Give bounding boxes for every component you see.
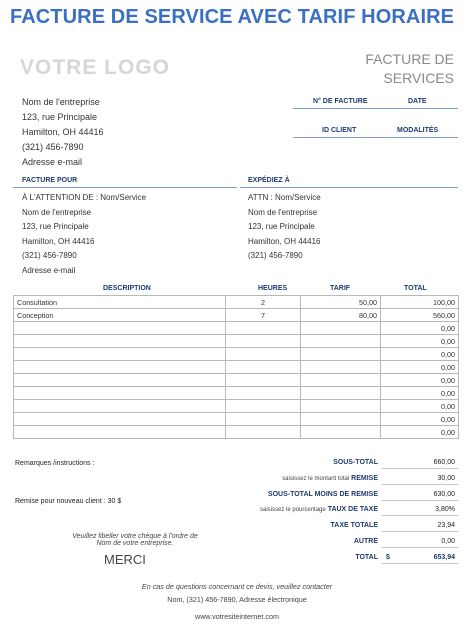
ship-to-heading: EXPÉDIEZ À [248, 177, 290, 184]
summary-subtotal-less-row [249, 488, 458, 502]
total-label: TOTAL [355, 554, 378, 561]
table-row [14, 413, 459, 426]
table-row [14, 361, 459, 374]
summary-tax-rate-row [249, 503, 458, 517]
table-row [14, 348, 459, 361]
bill-to-phone: (321) 456-7890 [22, 251, 77, 260]
item-rate [301, 361, 381, 374]
footer-website[interactable]: www.votresiteinternet.com [195, 612, 279, 621]
bill-to-address: 123, rue Principale [22, 222, 89, 231]
item-total: 0,00 [381, 400, 459, 413]
logo-placeholder: VOTRE LOGO [20, 56, 171, 79]
ship-to-attn: ATTN : Nom/Service [248, 193, 321, 202]
summary-subtotal-row [249, 456, 458, 470]
table-row [14, 335, 459, 348]
bill-to-attn: À L'ATTENTION DE : Nom/Service [22, 193, 147, 202]
item-description: Conception [14, 309, 226, 322]
tax-rate-label-group [260, 506, 378, 513]
item-total: 0,00 [381, 387, 459, 400]
ship-to-city: Hamilton, OH 44416 [248, 236, 321, 246]
other-value: 0,00 [382, 535, 458, 548]
total-value-cell [382, 551, 458, 564]
discount-prefix: saisissez le montant total [282, 476, 350, 482]
item-rate [301, 322, 381, 335]
discount-note: Remise pour nouveau client : 30 $ [15, 498, 122, 505]
ship-to-divider [240, 187, 458, 188]
total-tax-value: 23,94 [382, 519, 458, 532]
subtotal-less-label: SOUS-TOTAL MOINS DE REMISE [267, 491, 378, 498]
item-rate [301, 374, 381, 387]
item-hours [226, 387, 301, 400]
item-rate: 50,00 [301, 296, 381, 309]
cheque-instruction [40, 533, 230, 547]
modalities-label: MODALITÉS [397, 127, 439, 134]
doc-type-line1: FACTURE DE [365, 51, 454, 67]
item-rate [301, 348, 381, 361]
item-hours [226, 361, 301, 374]
tax-rate-value: 3,80% [382, 503, 458, 516]
item-rate [301, 335, 381, 348]
ship-to-address: 123, rue Principale [248, 222, 315, 231]
subtotal-label: SOUS-TOTAL [333, 459, 378, 466]
item-rate [301, 400, 381, 413]
client-id-label: ID CLIENT [322, 127, 357, 134]
table-row [14, 426, 459, 439]
item-rate [301, 413, 381, 426]
item-total: 0,00 [381, 361, 459, 374]
item-total: 0,00 [381, 322, 459, 335]
ship-to-name: Nom de l'entreprise [248, 207, 318, 217]
discount-label-group [282, 475, 378, 482]
company-address: 123, rue Principale [22, 112, 98, 122]
item-description [14, 322, 226, 335]
col-total-header: TOTAL [404, 285, 427, 292]
table-row [14, 400, 459, 413]
subtotal-value: 660,00 [382, 456, 458, 469]
summary-discount-row [249, 472, 458, 486]
item-description [14, 413, 226, 426]
item-hours [226, 400, 301, 413]
summary-total-tax-row [249, 519, 458, 533]
total-value: 653,94 [433, 554, 455, 561]
item-total: 0,00 [381, 426, 459, 439]
item-description [14, 400, 226, 413]
item-rate: 80,00 [301, 309, 381, 322]
footer-contact-line: En cas de questions concernant ce devis, veuillez contacter [141, 582, 333, 591]
item-description [14, 361, 226, 374]
bill-to-block [22, 191, 146, 278]
item-description [14, 348, 226, 361]
company-email: Adresse e-mail [22, 157, 83, 167]
item-total: 560,00 [381, 309, 459, 322]
item-description [14, 335, 226, 348]
summary-total-row [249, 551, 458, 565]
date-label: DATE [408, 98, 427, 105]
item-rate [301, 387, 381, 400]
bill-to-email: Adresse e-mail [22, 265, 76, 275]
table-row [14, 309, 459, 322]
item-total: 0,00 [381, 413, 459, 426]
ship-to-block [248, 191, 321, 264]
item-description: Consultation [14, 296, 226, 309]
currency-symbol: $ [386, 554, 390, 561]
cheque-line1: Veuillez libeller votre chèque à l'ordre de [72, 533, 198, 540]
item-hours [226, 322, 301, 335]
invoice-number-label: N° DE FACTURE [313, 98, 368, 105]
company-block [22, 95, 104, 170]
col-rate-header: TARIF [330, 285, 351, 292]
remarks-label: Remarques /instructions : [15, 460, 95, 467]
discount-label: REMISE [351, 475, 378, 482]
meta-divider-1 [293, 108, 458, 109]
ship-to-phone: (321) 456-7890 [248, 251, 303, 260]
company-phone: (321) 456-7890 [22, 142, 84, 152]
item-total: 0,00 [381, 374, 459, 387]
document-type [314, 50, 454, 88]
doc-type-line2: SERVICES [383, 70, 454, 86]
bill-to-name: Nom de l'entreprise [22, 207, 92, 217]
company-name: Nom de l'entreprise [22, 97, 100, 107]
item-hours [226, 348, 301, 361]
item-hours [226, 335, 301, 348]
item-total: 100,00 [381, 296, 459, 309]
subtotal-less-value: 630,00 [382, 488, 458, 501]
col-hours-header: HEURES [258, 285, 288, 292]
table-row [14, 387, 459, 400]
bill-to-divider [13, 187, 237, 188]
table-row [14, 322, 459, 335]
table-row [14, 374, 459, 387]
company-city: Hamilton, OH 44416 [22, 127, 104, 137]
item-hours [226, 374, 301, 387]
items-table [13, 295, 459, 439]
item-hours [226, 426, 301, 439]
invoice-title: FACTURE DE SERVICE AVEC TARIF HORAIRE [10, 6, 455, 28]
bill-to-city: Hamilton, OH 44416 [22, 236, 95, 246]
item-hours: 7 [226, 309, 301, 322]
other-label: AUTRE [353, 538, 378, 545]
item-rate [301, 426, 381, 439]
item-description [14, 426, 226, 439]
item-hours: 2 [226, 296, 301, 309]
item-description [14, 387, 226, 400]
meta-divider-2 [293, 137, 458, 138]
cheque-line2: Nom de votre entreprise. [96, 540, 174, 547]
tax-prefix: saisissez le pourcentage [260, 507, 326, 513]
item-hours [226, 413, 301, 426]
item-total: 0,00 [381, 335, 459, 348]
item-total: 0,00 [381, 348, 459, 361]
col-description-header: DESCRIPTION [103, 285, 151, 292]
discount-value: 30,00 [382, 472, 458, 485]
table-row [14, 296, 459, 309]
thanks-text: MERCI [104, 552, 146, 567]
tax-rate-label: TAUX DE TAXE [327, 506, 378, 513]
summary-other-row [249, 535, 458, 549]
total-tax-label: TAXE TOTALE [330, 522, 378, 529]
bill-to-heading: FACTURE POUR [22, 177, 78, 184]
footer-contact-info: Nom, (321) 456-7890, Adresse électronique [167, 595, 307, 604]
item-description [14, 374, 226, 387]
